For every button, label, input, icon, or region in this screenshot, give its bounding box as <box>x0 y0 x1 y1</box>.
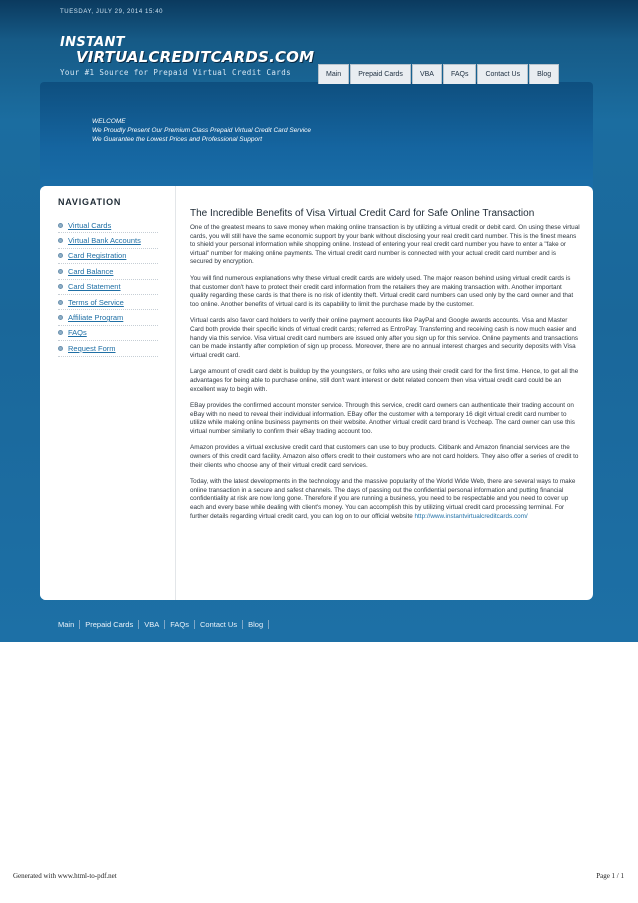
sidebar-item-virtual-cards <box>58 218 158 233</box>
header-date: TUESDAY, JULY 29, 2014 15:40 <box>60 9 164 15</box>
sidebar-item-card-registration <box>58 249 158 264</box>
sidebar-item-affiliate-program <box>58 310 158 325</box>
welcome-line-3: We Guarantee the Lowest Prices and Professional Support <box>92 136 263 143</box>
footer-link-prepaid-cards[interactable]: Prepaid Cards <box>80 620 139 629</box>
welcome-text <box>92 117 311 144</box>
footer-link-vba[interactable]: VBA <box>139 620 165 629</box>
sidebar-link-terms-of-service[interactable]: Terms of Service <box>68 297 124 307</box>
pdf-page-number: Page 1 / 1 <box>596 872 624 880</box>
footer-link-main[interactable]: Main <box>58 620 80 629</box>
article-paragraph-6: Amazon provides a virtual exclusive credit card that customers can use to buy products. Citibank and Amazon financial services are the owners of this credit card facility. Amazon also offers credit to their customers who are not card holders. They also offer a series of credit to their clients who choose any of their virtual credit card services. <box>190 444 579 469</box>
article-paragraph-7-text: Today, with the latest developments in the technology and the massive popularity of the World Wide Web, there are several ways to make online transaction in a secure and safest channels. The days of passing out the confidential personal information and putting financial confidentiality at risk are now long gone. Therefore if you are running a business, you need to be respectable and you need to cover up each and every base while dealing with client's money. You can accomplish this by utilizing virtual credit card processing terminal. For further details regarding virtual credit card, you can log on to our official website <box>190 478 576 520</box>
footer-link-contact-us[interactable]: Contact Us <box>195 620 243 629</box>
footer-navigation <box>58 620 269 629</box>
bullet-icon <box>58 330 63 335</box>
sidebar-item-card-statement <box>58 280 158 295</box>
sidebar-item-request-form <box>58 341 158 356</box>
bullet-icon <box>58 315 63 320</box>
bullet-icon <box>58 346 63 351</box>
bullet-icon <box>58 238 63 243</box>
article-paragraph-4: Large amount of credit card debt is buildup by the youngsters, or folks who are using their credit card for the first time. Hence, to get all the advantages for being able to purchase online, still don't want interest or debt related concern then visa virtual credit card could be an excellent way to begin with. <box>190 368 579 393</box>
logo-line-2: VIRTUALCREDITCARDS.COM <box>76 48 315 66</box>
bullet-icon <box>58 253 63 258</box>
welcome-heading: WELCOME <box>92 118 126 125</box>
tab-faqs[interactable]: FAQs <box>443 64 477 84</box>
bullet-icon <box>58 284 63 289</box>
tab-prepaid-cards[interactable]: Prepaid Cards <box>350 64 411 84</box>
footer-link-faqs[interactable]: FAQs <box>165 620 195 629</box>
bullet-icon <box>58 223 63 228</box>
logo-line-1: INSTANT <box>60 35 125 50</box>
sidebar-link-card-statement[interactable]: Card Statement <box>68 282 121 292</box>
sidebar-nav-list <box>58 218 158 357</box>
article-paragraph-2: You will find numerous explanations why these virtual credit cards are widely used. The major reason behind using virtual credit cards is that customer don't have to protect their credit card information from the retailers they are making transaction with. Another important quality regarding these cards is that there is no risk of identity theft. Virtual credit card numbers can used only by the card owner and that too online. Another benefits of virtual card is its capability to limit the purchase made by the customer. <box>190 274 574 308</box>
article-paragraph-3: Virtual cards also favor card holders to verify their online payment accounts like PayPal and Google awards accounts. Visa and Master Card both provide their specific kinds of virtual credit cards; referred as EntroPay. Transferring and receiving cash is now much easier and handy via this service. Visa virtual credit card numbers are issued only after you sign up for this service. Online payments and transactions can be made instantly after completion of sign up process. Moreover, there are no annual interest charges and security deposits with Visa virtual credit card. <box>190 317 579 359</box>
bullet-icon <box>58 269 63 274</box>
sidebar-heading: NAVIGATION <box>58 197 122 207</box>
sidebar-link-card-balance[interactable]: Card Balance <box>68 266 114 276</box>
article-paragraph-7 <box>190 478 580 521</box>
sidebar-link-virtual-bank-accounts[interactable]: Virtual Bank Accounts <box>68 236 141 246</box>
bullet-icon <box>58 300 63 305</box>
tab-vba[interactable]: VBA <box>412 64 442 84</box>
tab-main[interactable]: Main <box>318 64 349 84</box>
top-navigation <box>318 64 560 84</box>
tab-contact-us[interactable]: Contact Us <box>477 64 528 84</box>
article-paragraph-1: One of the greatest means to save money when making online transaction is by utilizing a virtual credit or debit card. On using these virtual cards, you will still have the same economic support by your bank without disclosing your real credit card number. This is the finest means to shield your personal information while shopping online. Instead of entering your real credit card number you have to enter a "fake or virtual" number for making online payments. The virtual credit card number is connected with your actual credit card number and is secured by encryption. <box>190 224 580 266</box>
welcome-line-2: We Proudly Present Our Premium Class Prepaid Virtual Credit Card Service <box>92 127 312 134</box>
sidebar-link-request-form[interactable]: Request Form <box>68 343 116 353</box>
pdf-generator-credit: Generated with www.html-to-pdf.net <box>13 872 117 880</box>
sidebar-link-affiliate-program[interactable]: Affiliate Program <box>68 313 124 323</box>
footer-link-blog[interactable]: Blog <box>243 620 269 629</box>
site-logo[interactable] <box>60 36 314 65</box>
sidebar-item-virtual-bank-accounts <box>58 233 158 248</box>
article-title: The Incredible Benefits of Visa Virtual Credit Card for Safe Online Transaction <box>190 208 535 219</box>
article-paragraph-5: EBay provides the confirmed account monster service. Through this service, credit card owners can authenticate their trading account on eBay with no need to reveal their individual information. EBay offer the customer with a temporary 16 digit virtual credit card number to utilize while making online business payments on their website. Another virtual credit card brand is Vccheap. The card owner can use this virtual number similarly to confirm their eBay trading account too. <box>190 402 575 435</box>
sidebar-item-terms-of-service <box>58 295 158 310</box>
sidebar-item-faqs <box>58 326 158 341</box>
sidebar-item-card-balance <box>58 264 158 279</box>
site-tagline: Your #1 Source for Prepaid Virtual Credit Cards <box>60 68 292 77</box>
sidebar-link-virtual-cards[interactable]: Virtual Cards <box>68 220 112 230</box>
official-website-link[interactable]: http://www.instantvirtualcreditcards.com/ <box>414 512 528 520</box>
tab-blog[interactable]: Blog <box>529 64 559 84</box>
article <box>190 208 580 529</box>
sidebar-link-faqs[interactable]: FAQs <box>68 328 87 338</box>
sidebar-link-card-registration[interactable]: Card Registration <box>68 251 127 261</box>
